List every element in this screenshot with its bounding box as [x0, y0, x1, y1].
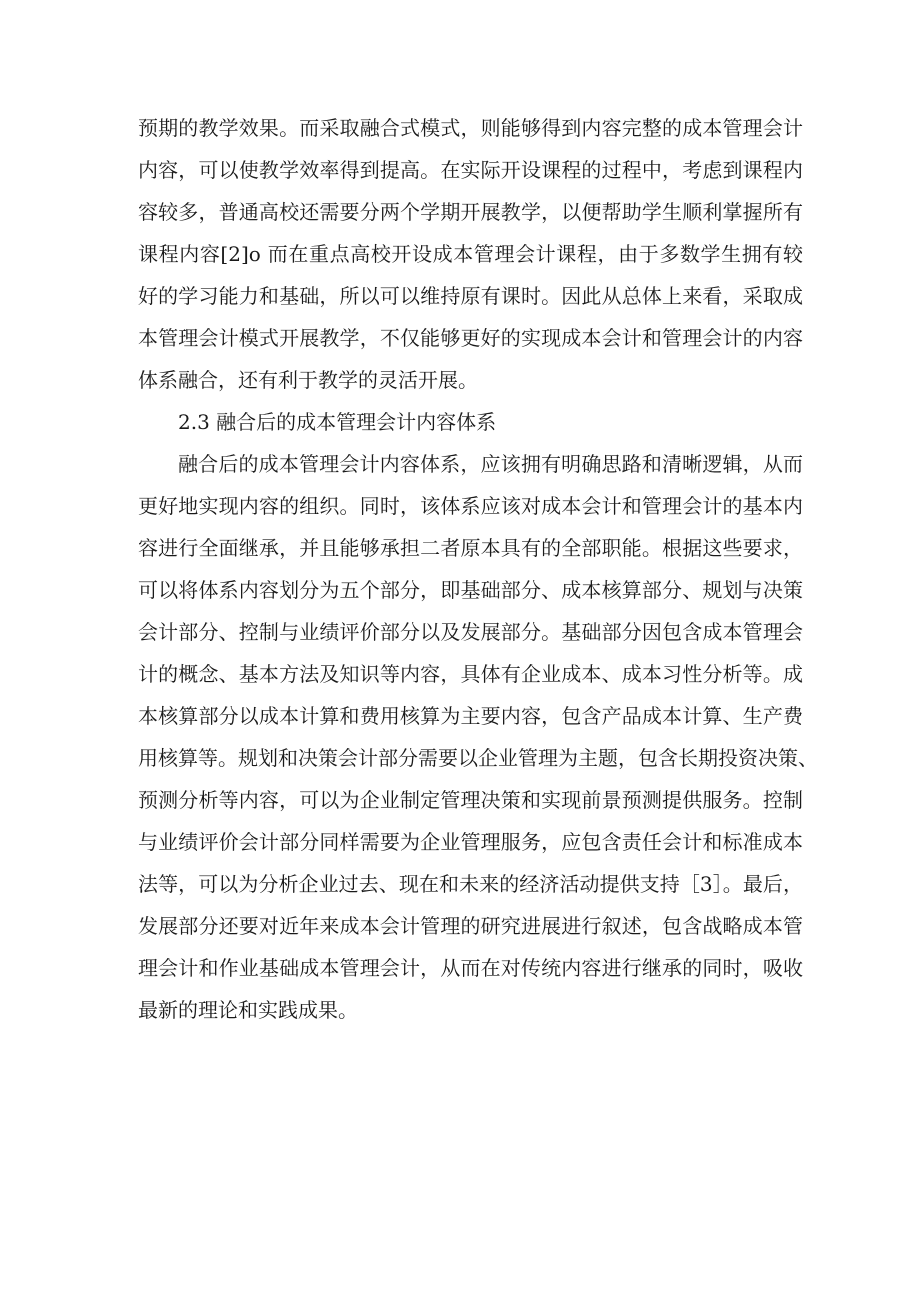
text-line: 与业绩评价会计部分同样需要为企业管理服务，应包含责任会计和标准成本 — [138, 830, 803, 854]
text-line: 容较多，普通高校还需要分两个学期开展教学，以便帮助学生顺利掌握所有 — [138, 200, 803, 224]
text-line: 会计部分、控制与业绩评价部分以及发展部分。基础部分因包含成本管理会 — [138, 620, 803, 644]
text-line: 预期的教学效果。而采取融合式模式，则能够得到内容完整的成本管理会计 — [138, 116, 803, 140]
text-line: 发展部分还要对近年来成本会计管理的研究进展进行叙述，包含战略成本管 — [138, 914, 803, 938]
text-line: 本核算部分以成本计算和费用核算为主要内容，包含产品成本计算、生产费 — [138, 704, 803, 728]
text-line: 计的概念、基本方法及知识等内容，具体有企业成本、成本习性分析等。成 — [138, 662, 803, 686]
text-line: 用核算等。规划和决策会计部分需要以企业管理为主题，包含长期投资决策、 — [138, 746, 818, 770]
text-line: 法等，可以为分析企业过去、现在和未来的经济活动提供支持［3］。最后， — [138, 872, 803, 896]
paragraph-2 — [138, 443, 818, 1031]
text-line: 本管理会计模式开展教学，不仅能够更好的实现成本会计和管理会计的内容 — [138, 326, 803, 350]
text-line: 容进行全面继承，并且能够承担二者原本具有的全部职能。根据这些要求， — [138, 536, 803, 560]
text-line: 内容，可以使教学效率得到提高。在实际开设课程的过程中，考虑到课程内 — [138, 158, 803, 182]
text-line: 可以将体系内容划分为五个部分，即基础部分、成本核算部分、规划与决策 — [138, 578, 803, 602]
body-text — [138, 107, 818, 1031]
text-line: 好的学习能力和基础，所以可以维持原有课时。因此从总体上来看，采取成 — [138, 284, 803, 308]
text-line: 课程内容[2]o 而在重点高校开设成本管理会计课程，由于多数学生拥有较 — [138, 242, 803, 266]
text-line: 理会计和作业基础成本管理会计，从而在对传统内容进行继承的同时，吸收 — [138, 956, 803, 980]
text-line: 更好地实现内容的组织。同时，该体系应该对成本会计和管理会计的基本内 — [138, 494, 803, 518]
paragraph-1 — [138, 107, 803, 401]
text-line: 融合后的成本管理会计内容体系，应该拥有明确思路和清晰逻辑，从而 — [178, 452, 803, 476]
section-heading: 2.3 融合后的成本管理会计内容体系 — [178, 410, 497, 434]
text-line: 最新的理论和实践成果。 — [138, 998, 358, 1022]
text-line: 体系融合，还有利于教学的灵活开展。 — [138, 368, 478, 392]
text-line: 预测分析等内容，可以为企业制定管理决策和实现前景预测提供服务。控制 — [138, 788, 803, 812]
